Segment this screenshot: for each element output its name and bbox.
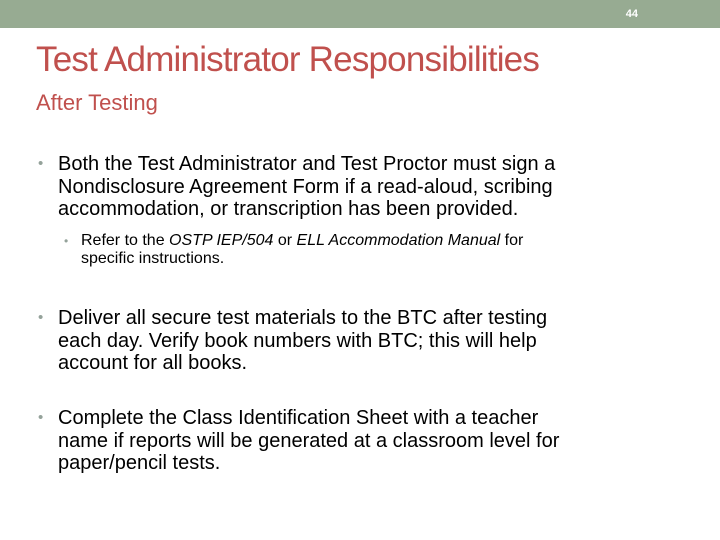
slide-title: Test Administrator Responsibilities: [36, 40, 540, 79]
slide-subtitle: After Testing: [36, 90, 158, 115]
bullet-icon: •: [38, 309, 44, 326]
bullet-text: Complete the Class Identification Sheet with a teacher name if reports will be generated at a classroom level for paper/pencil tests.: [58, 407, 560, 474]
bullet-deliver-materials: [38, 307, 698, 375]
slide-number: 44: [625, 8, 638, 20]
bullet-icon: •: [38, 409, 44, 426]
bullet-signing: [38, 153, 698, 221]
bullet-class-identification: [38, 407, 698, 475]
bullet-text: Both the Test Administrator and Test Proctor must sign a Nondisclosure Agreement Form if a read-aloud, scribing accommodation, or transcription has been provided.: [58, 153, 556, 220]
ostp-manual-title: OSTP IEP/504: [169, 232, 274, 249]
ell-manual-title: ELL Accommodation Manual: [296, 232, 501, 249]
text-middle: or: [273, 232, 297, 249]
bullet-icon: •: [38, 155, 44, 172]
top-bar: [0, 0, 720, 28]
sub-bullet-text: [81, 232, 523, 267]
text-before: Refer to the: [81, 232, 170, 249]
bullet-icon: •: [64, 234, 69, 248]
sub-bullet-reference: [64, 232, 691, 268]
text-after: for specific instructions.: [81, 232, 524, 267]
bullet-text: Deliver all secure test materials to the BTC after testing each day. Verify book numbers with BTC; this will help account for all books.: [58, 307, 548, 374]
